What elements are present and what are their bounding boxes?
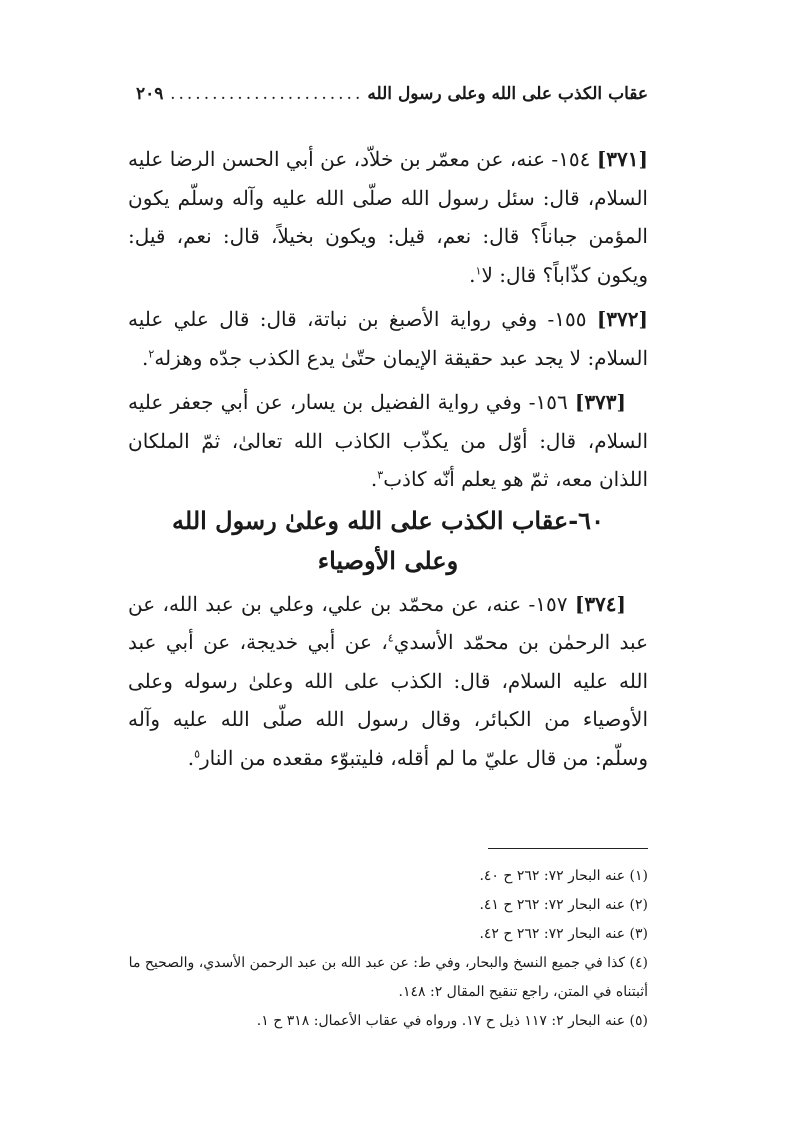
- footnote-ref: ٤: [387, 631, 394, 645]
- leader-dots: [167, 84, 363, 104]
- hadith-paragraph-373: [٣٧٣] ١٥٦- وفي رواية الفضيل بن يسار، عن أبي جعفر عليه السلام، قال: أوّل من يكذّب الكاذب الله تعالىٰ، ثمّ الملكان اللذان معه، ثمّ هو يعلم أنّه كاذب$^٣$.: [128, 390, 648, 491]
- chapter-heading: [128, 501, 648, 581]
- running-header-title: عقاب الكذب على الله وعلى رسول الله: [367, 84, 648, 104]
- footnotes: [126, 862, 648, 1036]
- footnote-4: (٤) كذا في جميع النسخ والبحار، وفي ط: عن عبد الله بن عبد الرحمن الأسدي، والصحيح ما أثبتناه في المتن، راجع تنقيح المقال ٢: ١٤٨.: [128, 955, 648, 1000]
- running-header: [136, 84, 648, 104]
- hadith-number: [٣٧٢]: [596, 307, 648, 331]
- footnote-3: (٣) عنه البحار ٧٢: ٢٦٢ ح ٤٢.: [479, 926, 648, 942]
- footnote-separator: [488, 848, 648, 849]
- hadith-text: ١٥٤- عنه، عن معمّر بن خلاّد، عن أبي الحسن الرضا عليه السلام، قال: سئل رسول الله صلّى الله عليه وآله وسلّم يكون المؤمن جباناً؟ قال: نعم، قيل: ويكون بخيلاً، قال: نعم، قيل: ويكون كذّاباً؟ قال: لا: [128, 147, 648, 287]
- hadith-number: [٣٧٤]: [574, 591, 627, 616]
- footnote-5: (٥) عنه البحار ٢: ١١٧ ذيل ح ١٧. ورواه في عقاب الأعمال: ٣١٨ ح ١.: [256, 1013, 648, 1029]
- page-number: ٢٠٩: [136, 84, 164, 104]
- hadith-number: [٣٧١]: [596, 147, 648, 171]
- hadith-number: [٣٧٣]: [574, 390, 627, 414]
- footnote-ref: ١: [475, 263, 482, 277]
- hadith-paragraph-371: [٣٧١] ١٥٤- عنه، عن معمّر بن خلاّد، عن أبي الحسن الرضا عليه السلام، قال: سئل رسول الله صلّى الله عليه وآله وسلّم يكون المؤمن جباناً؟ قال: نعم، قيل: ويكون بخيلاً، قال: نعم، قيل: ويكون كذّاباً؟ قال: لا$^١$.: [128, 147, 648, 287]
- hadith-text-part-2: ، عن أبي خديجة، عن أبي عبد الله عليه السلام، قال: الكذب على الله وعلىٰ رسوله وعلى الأوصياء من الكبائر، وقال رسول الله صلّى الله عليه وآله وسلّم: من قال عليّ ما لم أقله، فليتبوّء مقعده من النار: [128, 630, 648, 770]
- footnote-1: (١) عنه البحار ٧٢: ٢٦٢ ح ٤٠.: [479, 868, 648, 884]
- hadith-paragraph-372: [٣٧٢] ١٥٥- وفي رواية الأصبغ بن نباتة، قال: قال علي عليه السلام: لا يجد عبد حقيقة الإيمان حتّىٰ يدع الكذب جدّه وهزله$^٢$.: [128, 307, 648, 370]
- footnote-2: (٢) عنه البحار ٧٢: ٢٦٢ ح ٤١.: [479, 897, 648, 913]
- hadith-text: ١٥٦- وفي رواية الفضيل بن يسار، عن أبي جعفر عليه السلام، قال: أوّل من يكذّب الكاذب الله تعالىٰ، ثمّ الملكان اللذان معه، ثمّ هو يعلم أنّه كاذب: [128, 390, 648, 491]
- footnote-ref: ٢: [148, 346, 155, 360]
- chapter-heading-line-2: وعلى الأوصياء: [317, 545, 459, 575]
- hadith-text: ١٥٥- وفي رواية الأصبغ بن نباتة، قال: قال علي عليه السلام: لا يجد عبد حقيقة الإيمان حتّىٰ يدع الكذب جدّه وهزله: [128, 307, 648, 370]
- footnote-ref: ٥: [194, 746, 200, 760]
- main-text: [128, 140, 648, 777]
- chapter-heading-line-1: ٦٠-عقاب الكذب على الله وعلىٰ رسول الله: [172, 505, 604, 535]
- footnote-ref: ٣: [377, 468, 384, 482]
- hadith-paragraph-374: [٣٧٤] ١٥٧- عنه، عن محمّد بن علي، وعلي بن عبد الله، عن عبد الرحمٰن بن محمّد الأسدي$^٤$، عن أبي خديجة، عن أبي عبد الله عليه السلام، قال: الكذب على الله وعلىٰ رسوله وعلى الأوصياء من الكبائر، وقال رسول الله صلّى الله عليه وآله وسلّم: من قال عليّ ما لم أقله، فليتبوّء مقعده من النار$^٥$.: [128, 591, 648, 770]
- hadith-text-part-1: ١٥٧- عنه، عن محمّد بن علي، وعلي بن عبد الله، عن عبد الرحمٰن بن محمّد الأسدي: [128, 591, 648, 654]
